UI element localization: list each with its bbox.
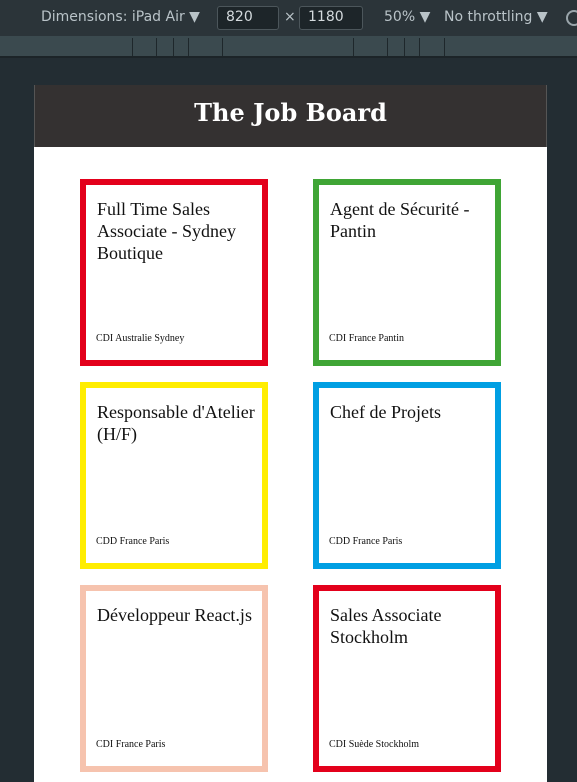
job-title: Responsable d'Atelier (H/F) xyxy=(97,402,255,444)
ruler-tick xyxy=(156,38,157,56)
ruler-tick xyxy=(132,38,133,56)
ruler-tick xyxy=(444,38,445,56)
job-title: Chef de Projets xyxy=(330,402,441,422)
job-meta: CDD France Paris xyxy=(329,536,403,547)
job-meta: CDD France Paris xyxy=(96,536,170,547)
width-input[interactable]: 820 xyxy=(217,6,279,30)
job-card[interactable] xyxy=(313,585,501,772)
job-title: Sales Associate Stockholm xyxy=(330,605,442,647)
ruler-tick xyxy=(173,38,174,56)
rotate-icon[interactable] xyxy=(566,10,577,26)
job-meta: CDI France Paris xyxy=(96,739,166,750)
job-meta: CDI France Pantin xyxy=(329,333,404,344)
devtools-toolbar xyxy=(0,0,577,36)
ruler-tick xyxy=(222,38,223,56)
site-header xyxy=(34,85,547,147)
zoom-selector[interactable]: 50% ▼ xyxy=(384,9,431,25)
throttling-selector[interactable]: No throttling ▼ xyxy=(444,9,548,25)
job-title: Agent de Sécurité - Pantin xyxy=(330,199,470,241)
job-meta: CDI Suède Stockholm xyxy=(329,739,419,750)
ruler-tick xyxy=(419,38,420,56)
job-card[interactable] xyxy=(80,585,268,772)
job-card[interactable] xyxy=(313,179,501,366)
job-card[interactable] xyxy=(313,382,501,569)
ruler-tick xyxy=(404,38,405,56)
ruler-tick xyxy=(387,38,388,56)
job-title: Full Time Sales Associate - Sydney Boutique xyxy=(97,199,236,263)
device-viewport xyxy=(34,85,547,782)
job-card[interactable] xyxy=(80,179,268,366)
job-meta: CDI Australie Sydney xyxy=(96,333,185,344)
job-title: Développeur React.js xyxy=(97,605,252,625)
height-input[interactable]: 1180 xyxy=(299,6,363,30)
site-title: The Job Board xyxy=(194,98,387,127)
media-query-ruler[interactable] xyxy=(0,36,577,58)
job-card[interactable] xyxy=(80,382,268,569)
times-symbol: × xyxy=(284,9,296,25)
ruler-tick xyxy=(188,38,189,56)
device-selector[interactable]: Dimensions: iPad Air ▼ xyxy=(41,9,200,25)
ruler-tick xyxy=(353,38,354,56)
